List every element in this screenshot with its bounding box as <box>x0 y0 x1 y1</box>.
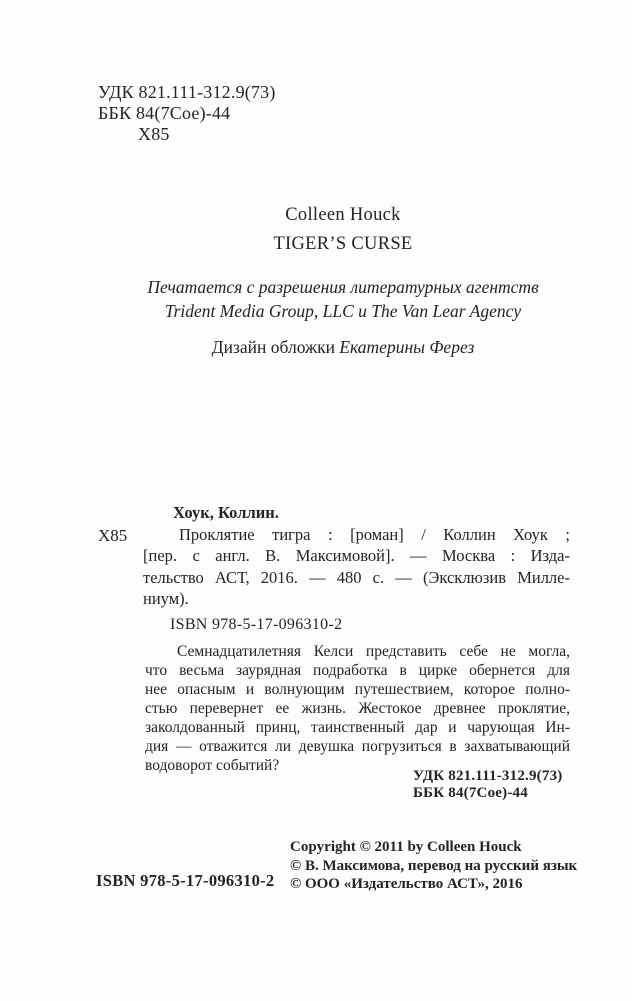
annotation-line: что весьма заурядная подработка в цирке обернется для <box>145 662 570 679</box>
author-code-hanging: Х85 <box>98 526 128 545</box>
annotation-line: заколдованный принц, таинственный дар и чарующая Ин- <box>145 719 570 736</box>
copyright-line: © В. Максимова, перевод на русский язык <box>290 857 578 874</box>
udk-code-bottom: УДК 821.111-312.9(73) <box>413 768 563 784</box>
original-title: TIGER’S CURSE <box>273 234 413 254</box>
catalog-line: [пер. с англ. В. Максимовой]. — Москва : Изда- <box>143 546 570 566</box>
annotation-line: водоворот событий? <box>145 757 280 774</box>
catalog-author-heading: Хоук, Коллин. <box>173 503 279 522</box>
cover-design-line <box>98 337 588 358</box>
udk-code-top: УДК 821.111-312.9(73) <box>98 82 276 102</box>
annotation-line: дия — отважится ли девушка погрузиться в захватывающий <box>145 738 570 755</box>
annotation-line: Семнадцатилетняя Келси представить себе не могла, <box>177 643 570 660</box>
annotation-paragraph <box>145 642 570 775</box>
agencies-line: Trident Media Group, LLC и The Van Lear Agency <box>164 301 522 321</box>
copyright-block <box>290 838 577 894</box>
bbk-code-top: ББК 84(7Сое)-44 <box>98 103 231 123</box>
author-code-top: Х85 <box>138 124 170 144</box>
catalog-line: Проклятие тигра : [роман] / Коллин Хоук ; <box>179 524 570 544</box>
top-codes-block <box>98 82 276 145</box>
permission-line: Печатается с разрешения литературных агентств <box>147 277 539 297</box>
cover-design-label: Дизайн обложки <box>211 337 335 357</box>
catalog-line: ниум). <box>143 589 189 609</box>
bottom-codes-block <box>413 768 562 801</box>
original-author: Colleen Houck <box>285 205 401 225</box>
catalog-card <box>143 502 570 610</box>
isbn-bottom: ISBN 978-5-17-096310-2 <box>96 871 275 890</box>
isbn-catalog: ISBN 978-5-17-096310-2 <box>170 616 343 633</box>
annotation-line: нее опасным и волнующим путешествием, которое полно- <box>145 681 570 698</box>
permission-block <box>98 275 588 323</box>
copyright-line: © ООО «Издательство АСТ», 2016 <box>290 876 523 892</box>
copyright-line: Copyright © 2011 by Colleen Houck <box>290 839 522 855</box>
cover-designer-name: Екатерины Ферез <box>339 337 475 357</box>
annotation-line: стью перевернет ее жизнь. Жестокое древнее проклятие, <box>145 700 570 717</box>
catalog-line: тельство АСТ, 2016. — 480 с. — (Эксклюзив Милле- <box>143 567 570 587</box>
title-block <box>98 201 588 259</box>
bbk-code-bottom: ББК 84(7Сое)-44 <box>413 784 528 801</box>
